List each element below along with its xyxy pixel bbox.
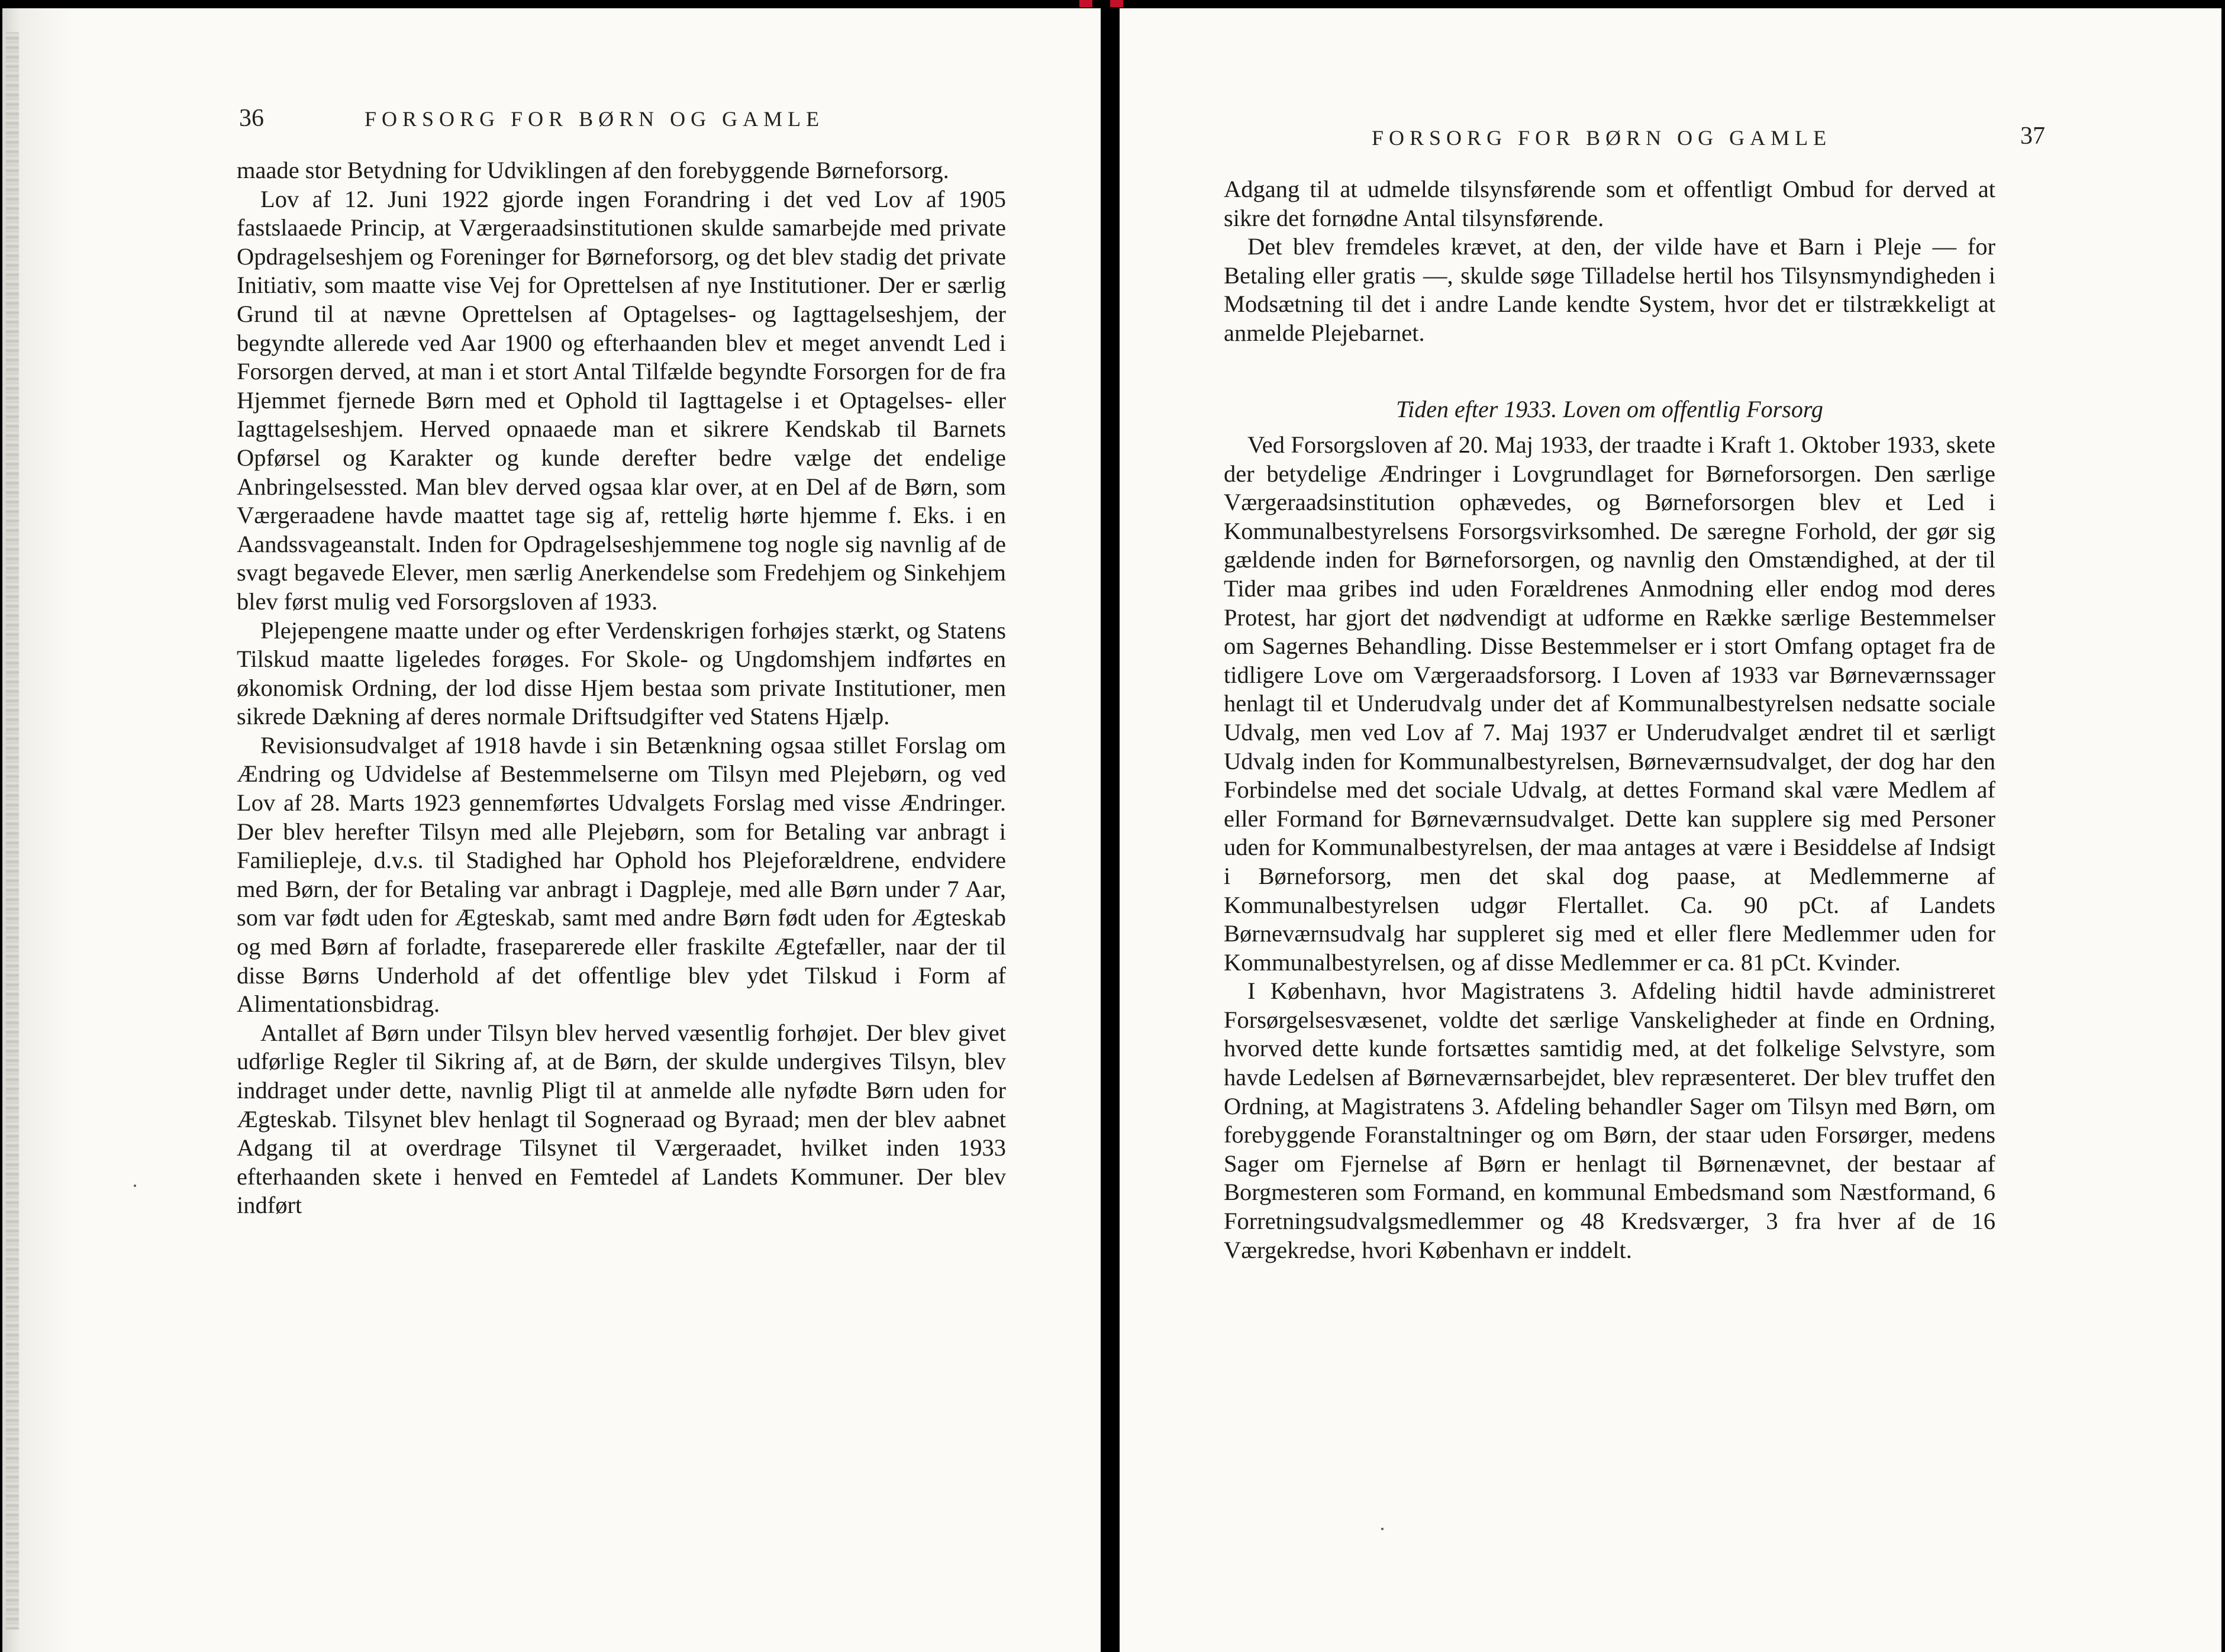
paragraph: Det blev fremdeles krævet, at den, der vilde have et Barn i Pleje — for Betaling eller gratis —, skulde søge Tilladelse hertil hos Tilsynsmyndigheden i Modsætning til det i andre Lande kendte System, hvor det er tilstrækkeligt at anmelde Plejebarnet. (1224, 233, 1995, 346)
paragraph: Adgang til at udmelde tilsynsførende som et offentligt Ombud for derved at sikre det fornødne Antal tilsynsførende. (1224, 176, 1995, 231)
red-edge-mark-right (1110, 0, 1123, 7)
running-head-right: FORSORG FOR BØRN OG GAMLE (1372, 126, 1832, 150)
paper-speck (134, 1185, 136, 1187)
paragraph: I København, hvor Magistratens 3. Afdeling hidtil havde administreret Forsørgelsesvæsenet, voldte det særlige Vanskeligheder at finde en Ordning, hvorved dette kunde fortsættes samtidig med, at det folkelige Selvstyre, som havde Ledelsen af Børneværnsarbejdet, blev repræsenteret. Der blev truffet den Ordning, at Magistratens 3. Afdeling behandler Sager om Tilsyn med Børn, om forebyggende Foranstaltninger og om Børn, der staar uden Forsørger, medens Sager om Fjernelse af Børn er henlagt til Børnenævnet, der bestaar af Borgmesteren som Formand, en kommunal Embedsmand som Næstformand, 6 Forretningsudvalgsmedlemmer og 48 Kredsværger, 3 fra hver af de 16 Værgekredse, hvori København er inddelt. (1224, 977, 1995, 1263)
left-page-body (237, 156, 1006, 1220)
right-page-body-top (1224, 175, 1995, 348)
right-page-body-main (1224, 431, 1995, 1264)
red-edge-mark-left (1079, 0, 1092, 7)
right-page (1120, 8, 2221, 1652)
paragraph: Revisionsudvalget af 1918 havde i sin Betænkning ogsaa stillet Forslag om Ændring og Udvidelse af Bestemmelserne om Tilsyn med Plejebørn, og ved Lov af 28. Marts 1923 gennemførtes Udvalgets Forslag med visse Ændringer. Der blev herefter Tilsyn med alle Plejebørn, som for Betaling var anbragt i Familiepleje, d.v.s. til Stadighed har Ophold hos Plejeforældrene, endvidere med Børn, der for Betaling var anbragt i Dagpleje, med alle Børn under 7 Aar, som var født uden for Ægteskab, samt med andre Børn født uden for Ægteskab og med Børn af forladte, fraseparerede eller fraskilte Ægtefæller, naar der til disse Børns Underhold af det offentlige blev ydet Tilskud i Form af Alimentationsbidrag. (237, 731, 1006, 1018)
section-heading: Tiden efter 1933. Loven om offentlig Forsorg (1396, 396, 1823, 422)
page-edge-strip (6, 32, 19, 1630)
page-number-right: 37 (2020, 122, 2045, 150)
paragraph: Ved Forsorgsloven af 20. Maj 1933, der traadte i Kraft 1. Oktober 1933, skete der betydelige Ændringer i Lovgrundlaget for Børneforsorgen. Den særlige Værgeraadsinstitution ophævedes, og Børneforsorgen blev et Led i Kommunalbestyrelsens Forsorgsvirksomhed. De særegne Forhold, der gør sig gældende inden for Børneforsorgen, og navnlig den Omstændighed, at der til Tider maa gribes ind uden Forældrenes Anmodning eller endog mod deres Protest, har gjort det nødvendigt at udforme en Række særlige Bestemmelser om Sagernes Behandling. Disse Bestemmelser er i stort Omfang optaget fra de tidligere Love om Værgeraadsforsorg. I Loven af 1933 var Børneværnssager henlagt til et Underudvalg under det af Kommunalbestyrelsen nedsatte sociale Udvalg, men ved Lov af 7. Maj 1937 er Underudvalget ændret til et særligt Udvalg inden for Kommunalbestyrelsen, Børneværnsudvalget, der dog har den Forbindelse med det sociale Udvalg, at dettes Formand skal være Medlem af eller Formand for Børneværnsudvalget. Dette kan supplere sig med Personer uden for Kommunalbestyrelsen, der maa antages at være i Besiddelse af Indsigt i Børneforsorg, men det skal dog paase, at Medlemmerne af Kommunalbestyrelsen udgør Flertallet. Ca. 90 pCt. af Landets Børneværnsudvalg har suppleret sig med et eller flere Medlemmer uden for Kommunalbestyrelsen, og af disse Medlemmer er ca. 81 pCt. Kvinder. (1224, 431, 1995, 976)
paragraph: Antallet af Børn under Tilsyn blev herved væsentlig forhøjet. Der blev givet udførlige Regler til Sikring af, at de Børn, der skulde undergives Tilsyn, blev inddraget under dette, navnlig Pligt til at anmelde alle nyfødte Børn uden for Ægteskab. Tilsynet blev henlagt til Sogneraad og Byraad; men der blev aabnet Adgang til at overdrage Tilsynet til Værgeraadet, hvilket inden 1933 efterhaanden skete i henved en Femtedel af Landets Kommuner. Der blev indført (237, 1019, 1006, 1219)
running-head-left: FORSORG FOR BØRN OG GAMLE (365, 107, 825, 131)
paragraph: maade stor Betydning for Udviklingen af den forebyggende Børneforsorg. (237, 157, 949, 183)
paragraph: Plejepengene maatte under og efter Verdenskrigen forhøjes stærkt, og Statens Tilskud maatte ligeledes forøges. For Skole- og Ungdomshjem indførtes en økonomisk Ordning, der lod disse Hjem bestaa som private Institutioner, men sikrede Dækning af deres normale Driftsudgifter ved Statens Hjælp. (237, 617, 1006, 730)
page-number-left: 36 (239, 105, 264, 132)
book-spine (1101, 0, 1120, 1652)
left-page (2, 8, 1101, 1652)
paragraph: Lov af 12. Juni 1922 gjorde ingen Forandring i det ved Lov af 1905 fastslaaede Princip, at Værgeraadsinstitutionen skulde samarbejde med private Opdragelseshjem og Foreninger for Børneforsorg, og det blev stadig det private Initiativ, som maatte vise Vej for Oprettelsen af nye Institutioner. Der er særlig Grund til at nævne Oprettelsen af Optagelses- og Iagttagelseshjem, der begyndte allerede ved Aar 1900 og efterhaanden blev et meget anvendt Led i Forsorgen derved, at man i et stort Antal Tilfælde begyndte Forsorgen for de fra Hjemmet fjernede Børn med et Ophold til Iagttagelse i et Optagelses- eller Iagttagelseshjem. Herved opnaaede man et sikrere Kendskab til Barnets Opførsel og Karakter og kunde derefter bedre vælge det endelige Anbringelsessted. Man blev derved ogsaa klar over, at en Del af de Børn, som Værgeraadene havde maattet tage sig af, rettelig hørte hjemme f. Eks. i en Aandssvageanstalt. Inden for Opdragelseshjemmene tog nogle sig navnlig af de svagt begavede Elever, men særlig Anerkendelse som Fredehjem og Sinkehjem blev først mulig ved Forsorgsloven af 1933. (237, 185, 1006, 615)
paper-speck (1381, 1528, 1384, 1530)
